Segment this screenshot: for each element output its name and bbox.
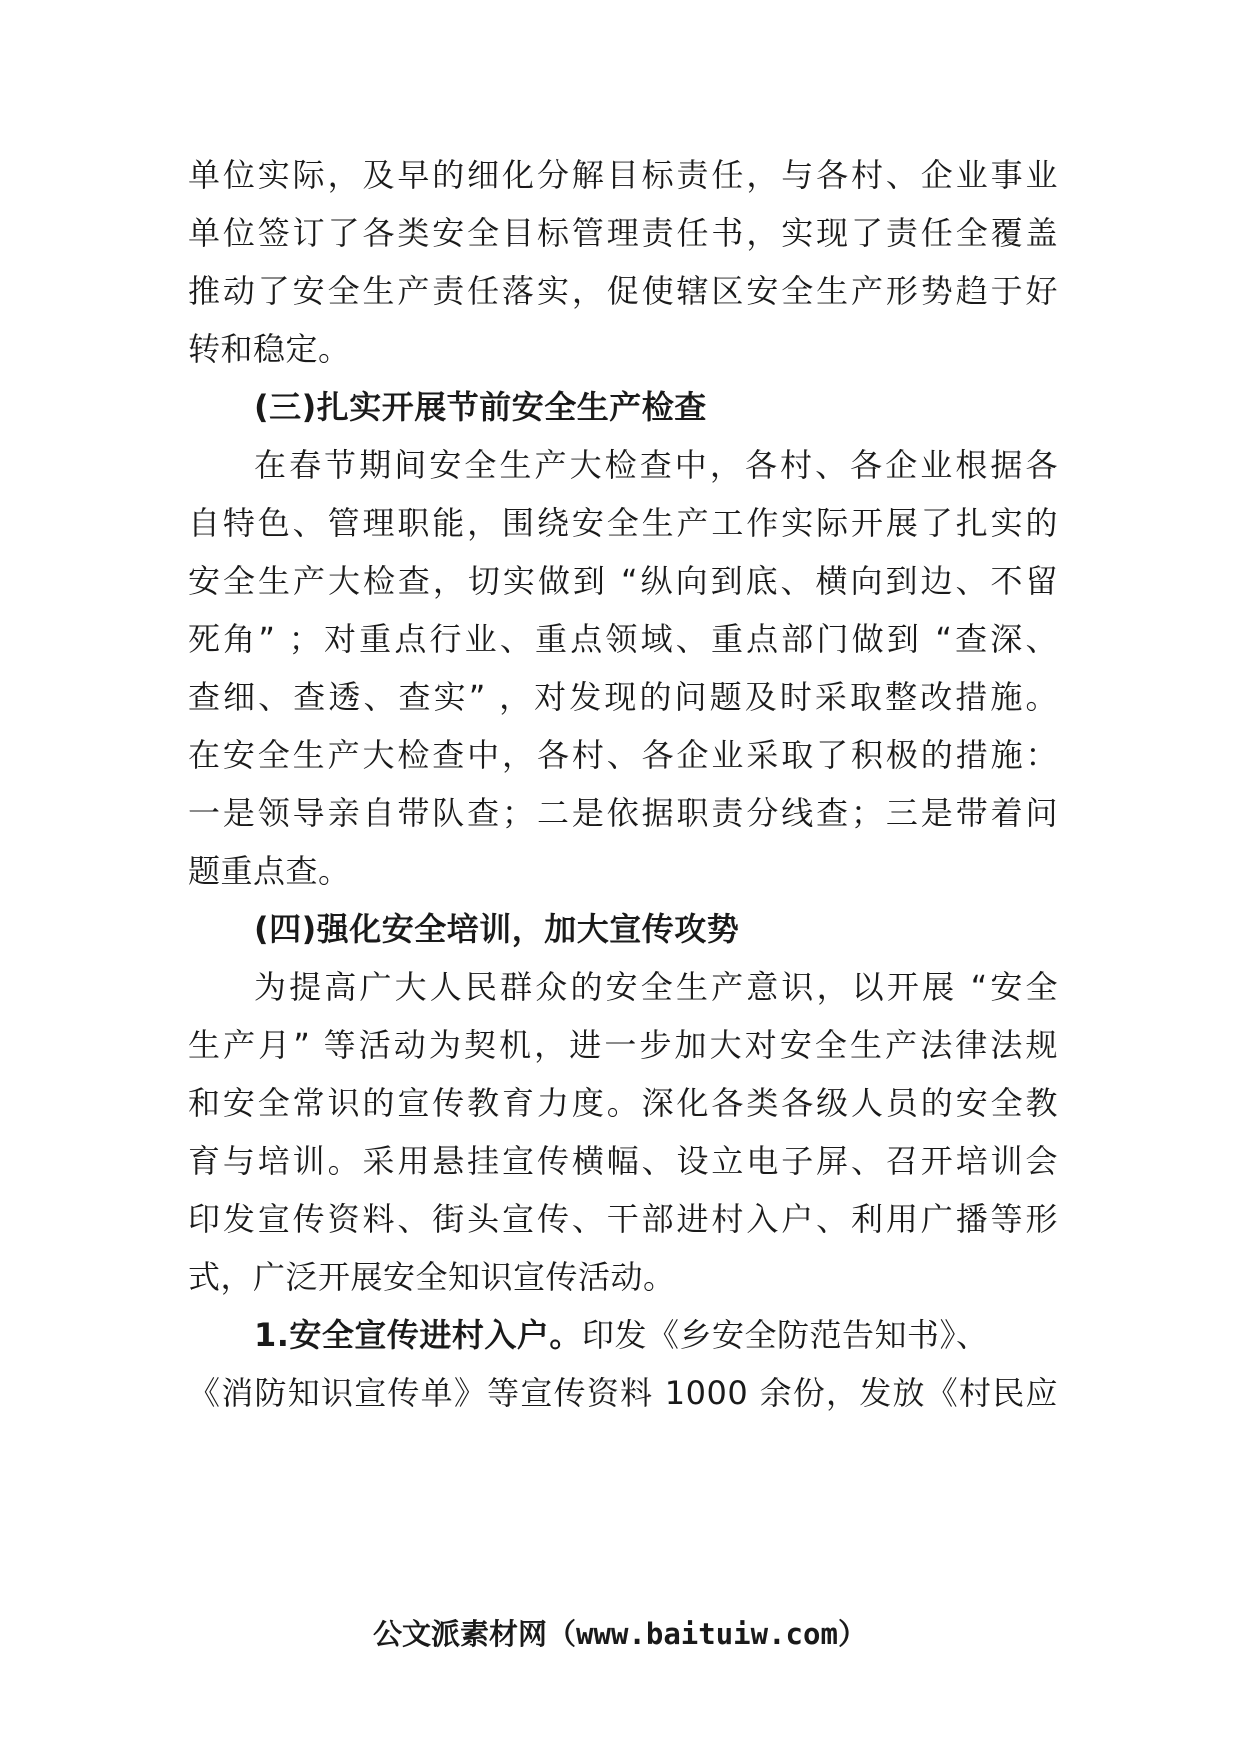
paragraph-line: 单位实际，及早的细化分解目标责任，与各村、企业事业 [188,156,1058,194]
paragraph-line: 为提高广大人民群众的安全生产意识，以开展 “安全 [254,968,1058,1006]
paragraph-line: 单位签订了各类安全目标管理责任书，实现了责任全覆盖 [188,214,1058,252]
item-1-title: 1.安全宣传进村入户。 [254,1316,582,1354]
paragraph-line: 《消防知识宣传单》等宣传资料 1000 余份，发放《村民应 [188,1374,1058,1412]
paragraph-line: 转和稳定。 [188,330,351,368]
footer-url: www.baituiw.com [576,1617,838,1651]
paragraph-line: 安全生产大检查，切实做到 “纵向到底、横向到边、不留 [188,562,1058,600]
paragraph-line: 一是领导亲自带队查；二是依据职责分线查；三是带着问 [188,794,1058,832]
item-1-text: 印发《乡安全防范告知书》、 [581,1316,989,1354]
paragraph-line: 在春节期间安全生产大检查中，各村、各企业根据各 [254,446,1058,484]
paragraph-line: 查细、查透、查实” ，对发现的问题及时采取整改措施。 [188,678,1058,716]
paragraph-line: 和安全常识的宣传教育力度。深化各类各级人员的安全教 [188,1084,1058,1122]
section-heading-3: (三)扎实开展节前安全生产检查 [254,388,707,426]
paragraph-line: 在安全生产大检查中，各村、各企业采取了积极的措施： [188,736,1058,774]
item-1-line [254,1315,1058,1355]
paragraph-line: 死角” ；对重点行业、重点领域、重点部门做到 “查深、 [188,620,1058,658]
paragraph-line: 自特色、管理职能，围绕安全生产工作实际开展了扎实的 [188,504,1058,542]
footer-close-paren: ） [837,1617,867,1651]
paragraph-line: 题重点查。 [188,852,351,890]
paragraph-line: 式，广泛开展安全知识宣传活动。 [188,1258,676,1296]
section-heading-4: (四)强化安全培训，加大宣传攻势 [254,910,740,948]
footer-watermark [0,1616,1240,1652]
footer-site-name: 公文派素材网 [373,1617,548,1651]
paragraph-line: 育与培训。采用悬挂宣传横幅、设立电子屏、召开培训会 [188,1142,1058,1180]
paragraph-line: 生产月” 等活动为契机，进一步加大对安全生产法律法规 [188,1026,1058,1064]
footer-open-paren: （ [547,1617,577,1651]
paragraph-line: 印发宣传资料、街头宣传、干部进村入户、利用广播等形 [188,1200,1058,1238]
paragraph-line: 推动了安全生产责任落实，促使辖区安全生产形势趋于好 [188,272,1058,310]
